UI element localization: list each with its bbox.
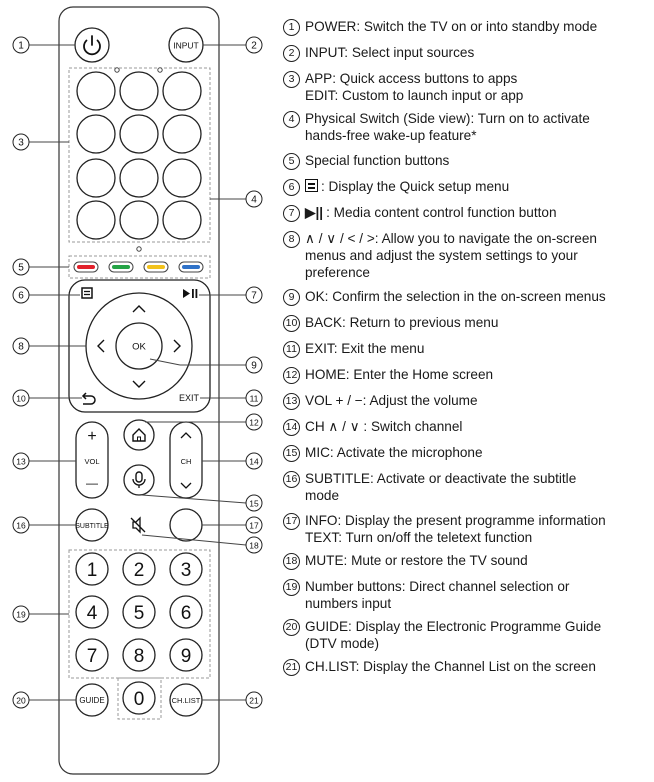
legend-number: 3 (283, 71, 300, 88)
callout-number: 11 (249, 393, 259, 404)
play-pause-icon: ▶|| (305, 205, 324, 220)
number-key-label: 9 (180, 646, 192, 667)
mic-button[interactable] (124, 465, 154, 495)
number-key-label: 8 (133, 646, 145, 667)
callout-number: 14 (249, 456, 259, 467)
callout-number: 10 (16, 393, 26, 404)
number-key-4[interactable] (76, 596, 108, 628)
color-key-1[interactable] (74, 262, 98, 272)
legend-text: EXIT: Exit the menu (305, 341, 425, 356)
callout-20 (13, 692, 29, 708)
callout-9 (246, 357, 262, 373)
app-button[interactable] (120, 115, 158, 153)
number-key-7[interactable] (76, 639, 108, 671)
guide-label: GUIDE (79, 696, 105, 705)
app-button[interactable] (77, 201, 115, 239)
legend-number: 12 (283, 367, 300, 384)
mic-hole (137, 247, 141, 251)
callout-5 (13, 259, 29, 275)
callout-number: 21 (249, 695, 259, 706)
callout-number: 16 (16, 520, 26, 531)
color-key-4[interactable] (179, 262, 203, 272)
legend-number: 7 (283, 205, 300, 222)
indicator-led-right (158, 68, 162, 72)
legend-text: ∧ / ∨ / < / >: Allow you to navigate the on-screen menus and adjust the system settings to your preference (305, 231, 597, 280)
color-key-2[interactable] (109, 262, 133, 272)
legend-text: : Display the Quick setup menu (305, 178, 645, 195)
callout-16 (13, 517, 29, 533)
ok-button[interactable] (116, 323, 162, 369)
callout-8 (13, 338, 29, 354)
legend-text: INFO: Display the present programme information TEXT: Turn on/off the teletext function (305, 513, 606, 545)
app-button[interactable] (163, 115, 201, 153)
legend-number: 14 (283, 419, 300, 436)
legend-text: MUTE: Mute or restore the TV sound (305, 553, 528, 568)
legend-text: CH.LIST: Display the Channel List on the screen (305, 659, 596, 674)
legend-text: VOL + / −: Adjust the volume (305, 393, 478, 408)
number-key-label: 5 (133, 603, 145, 624)
app-button[interactable] (77, 159, 115, 197)
legend-number: 13 (283, 393, 300, 410)
app-button[interactable] (120, 201, 158, 239)
legend-text: Special function buttons (305, 153, 450, 168)
guide-button[interactable] (76, 684, 108, 716)
number-key-8[interactable] (123, 639, 155, 671)
callout-6 (13, 287, 29, 303)
legend-number: 11 (283, 341, 300, 358)
legend-text: Number buttons: Direct channel selection or numbers input (305, 579, 570, 611)
number-key-9[interactable] (170, 639, 202, 671)
color-key-3[interactable] (144, 262, 168, 272)
number-key-2[interactable] (123, 553, 155, 585)
app-button[interactable] (120, 72, 158, 110)
legend-text: GUIDE: Display the Electronic Programme Guide (DTV mode) (305, 619, 602, 651)
callout-17 (246, 517, 262, 533)
legend-text: SUBTITLE: Activate or deactivate the subtitle mode (305, 471, 577, 503)
callout-number: 3 (18, 137, 24, 149)
exit-button[interactable]: EXIT (178, 393, 200, 403)
callout-number: 7 (251, 290, 257, 302)
legend-number: 17 (283, 513, 300, 530)
legend-number: 10 (283, 315, 300, 332)
number-key-1[interactable] (76, 553, 108, 585)
callout-number: 15 (249, 498, 259, 509)
callout-11 (246, 390, 262, 406)
callout-10 (13, 390, 29, 406)
callout-13 (13, 453, 29, 469)
callout-number: 12 (249, 417, 259, 428)
number-key-label: 3 (180, 560, 192, 581)
number-key-label: 4 (86, 603, 98, 624)
callout-number: 20 (16, 695, 26, 706)
legend-number: 2 (283, 45, 300, 62)
legend-number: 6 (283, 179, 300, 196)
app-button[interactable] (163, 159, 201, 197)
callout-number: 2 (251, 40, 257, 52)
legend-text: BACK: Return to previous menu (305, 315, 499, 330)
app-button[interactable] (77, 115, 115, 153)
legend-number: 15 (283, 445, 300, 462)
indicator-led-left (115, 68, 119, 72)
legend-text: ▶|| : Media content control function button (305, 205, 557, 220)
callout-18 (246, 537, 262, 553)
legend-number: 8 (283, 231, 300, 248)
callout-number: 19 (16, 609, 26, 620)
input-button[interactable] (169, 28, 203, 62)
subtitle-label: SUBTITLE (75, 523, 109, 530)
callout-number: 1 (18, 40, 24, 52)
input-label: INPUT (173, 40, 199, 51)
subtitle-button[interactable] (75, 509, 109, 541)
legend-text: HOME: Enter the Home screen (305, 367, 494, 382)
channel-list-label: CH.LIST (171, 696, 201, 705)
callout-2 (246, 37, 262, 53)
legend-number: 4 (283, 111, 300, 128)
callout-12 (246, 414, 262, 430)
channel-label: CH (180, 457, 192, 466)
legend-text: POWER: Switch the TV on or into standby mode (305, 19, 598, 34)
legend-text: CH ∧ / ∨ : Switch channel (305, 419, 463, 434)
legend-number: 9 (283, 289, 300, 306)
legend-number: 1 (283, 19, 300, 36)
callout-3 (13, 134, 29, 150)
app-button[interactable] (163, 72, 201, 110)
legend-text: APP: Quick access buttons to apps EDIT: Custom to launch input or app (305, 71, 524, 103)
callout-number: 4 (251, 194, 257, 206)
callout-number: 18 (249, 540, 259, 551)
app-button[interactable] (120, 159, 158, 197)
legend-text: OK: Confirm the selection in the on-screen menus (305, 289, 606, 304)
callout-4 (246, 191, 262, 207)
number-key-label: 6 (180, 603, 192, 624)
app-button[interactable] (77, 72, 115, 110)
number-key-0[interactable] (123, 682, 155, 714)
legend-number: 16 (283, 471, 300, 488)
menu-box-icon (305, 179, 318, 192)
channel-rocker[interactable] (170, 422, 202, 498)
volume-label: VOL (84, 457, 100, 466)
number-key-label: 1 (86, 560, 98, 581)
number-key-6[interactable] (170, 596, 202, 628)
legend-number: 19 (283, 579, 300, 596)
callout-number: 13 (16, 456, 26, 467)
legend-number: 20 (283, 619, 300, 636)
volume-rocker[interactable] (76, 422, 108, 498)
number-key-5[interactable] (123, 596, 155, 628)
legend-text: INPUT: Select input sources (305, 45, 475, 60)
info-text-button[interactable] (170, 509, 202, 541)
callout-7 (246, 287, 262, 303)
app-button[interactable] (163, 201, 201, 239)
legend-number: 18 (283, 553, 300, 570)
legend-number: 5 (283, 153, 300, 170)
callout-1 (13, 37, 29, 53)
legend-text: Physical Switch (Side view): Turn on to activate hands-free wake-up feature* (305, 111, 590, 143)
callout-21 (246, 692, 262, 708)
number-key-label: 7 (86, 646, 98, 667)
number-key-label: 2 (133, 560, 145, 581)
callout-14 (246, 453, 262, 469)
ok-label: OK (132, 341, 146, 353)
callout-15 (246, 495, 262, 511)
home-button[interactable] (124, 420, 154, 450)
callout-number: 6 (18, 290, 24, 302)
number-key-label: 0 (133, 689, 145, 710)
legend-number: 21 (283, 659, 300, 676)
callout-number: 9 (251, 360, 257, 372)
callout-number: 8 (18, 341, 24, 353)
channel-list-button[interactable] (170, 684, 202, 716)
legend-text: MIC: Activate the microphone (305, 445, 483, 460)
callout-number: 5 (18, 262, 24, 274)
volume-down-label: — (86, 476, 98, 490)
number-key-3[interactable] (170, 553, 202, 585)
power-button[interactable] (75, 28, 109, 62)
remote-control-diagram (0, 0, 280, 782)
callout-number: 17 (249, 520, 259, 531)
callout-19 (13, 606, 29, 622)
volume-up-label: + (87, 428, 97, 445)
